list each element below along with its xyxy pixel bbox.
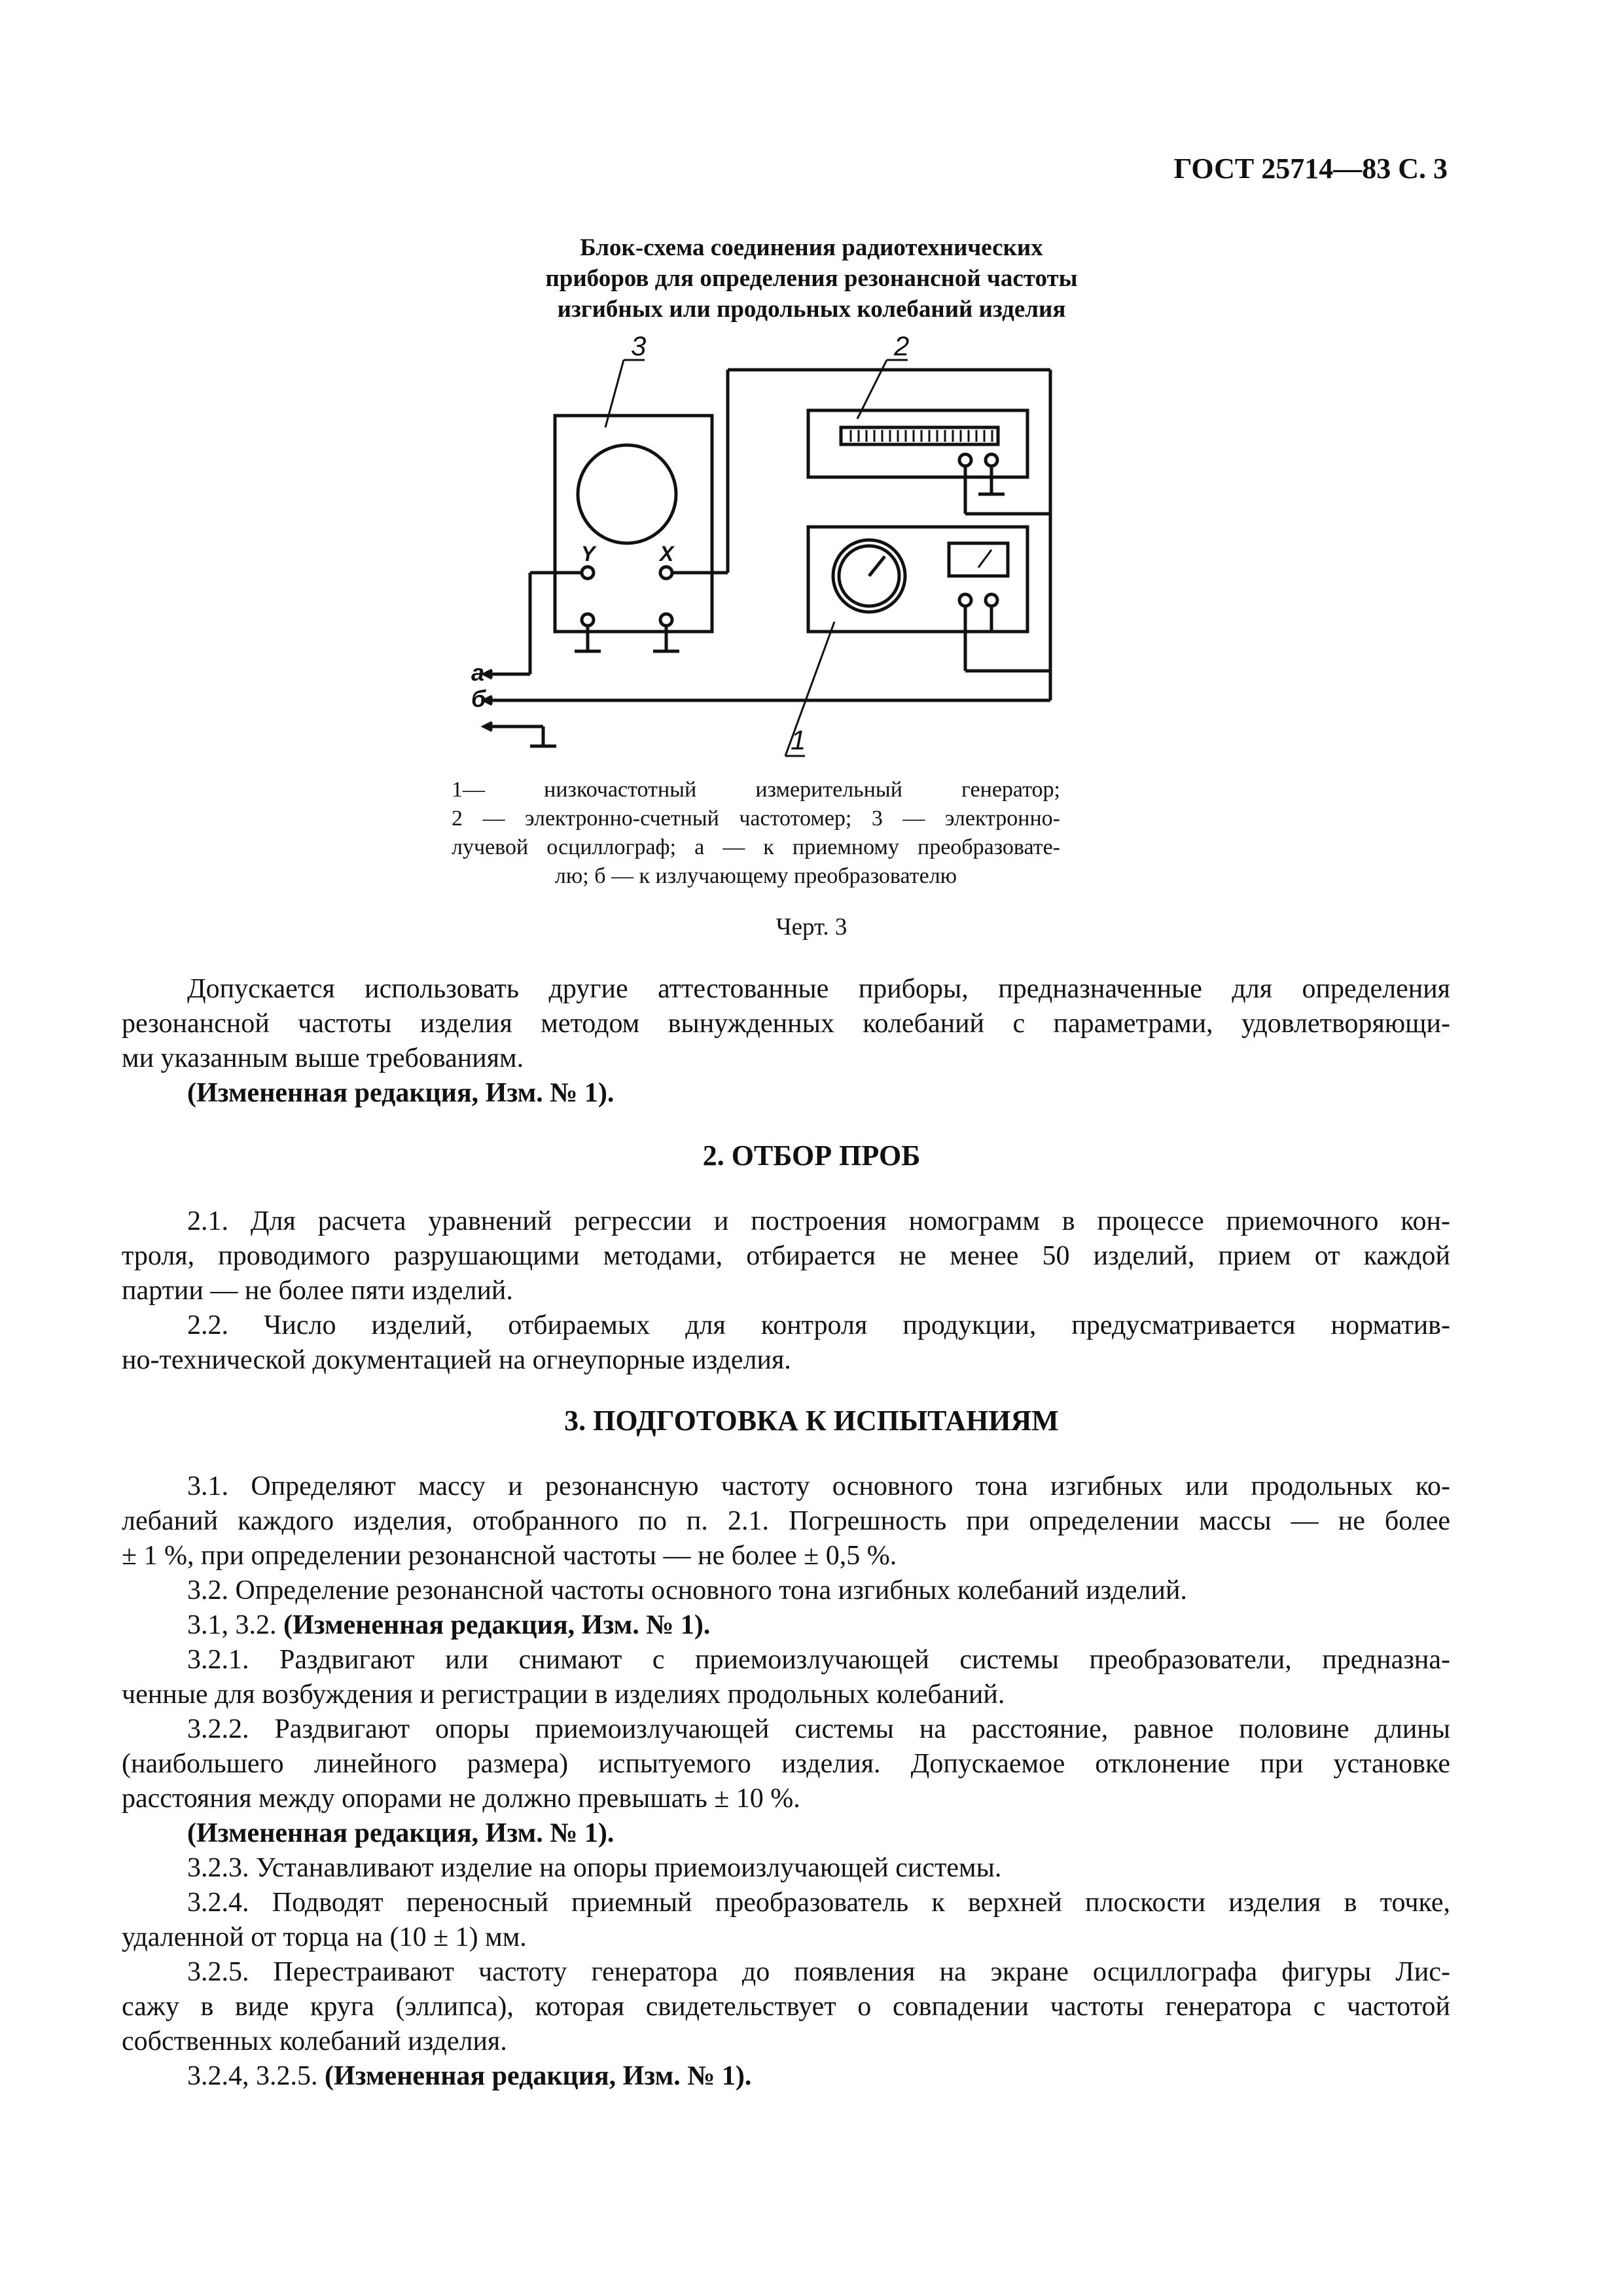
text-line: троля, проводимого разрушающими методами, отбирается не менее 50 изделий, прием от каждой: [122, 1241, 1450, 1271]
figure-title-line: Блок-схема соединения радиотехнических: [580, 234, 1043, 261]
amendment-note: (Измененная редакция, Изм. № 1).: [187, 1078, 615, 1108]
section-3-title: 3. ПОДГОТОВКА К ИСПЫТАНИЯМ: [564, 1405, 1059, 1437]
caption-line: 2 — электронно-счетный частотомер; 3 — электронно-: [452, 806, 1060, 831]
text-line: партии — не более пяти изделий.: [122, 1276, 513, 1306]
text-line: но-технической документацией на огнеупорные изделия.: [122, 1345, 791, 1375]
section-3-text: [122, 1469, 1450, 2094]
amendment-note: [122, 2059, 1450, 2094]
label-2: 2: [894, 331, 910, 361]
amendment-note: (Измененная редакция, Изм. № 1).: [187, 1818, 615, 1848]
text-line: 3.2. Определение резонансной частоты основного тона изгибных колебаний изделий.: [187, 1575, 1187, 1605]
text-line: 3.2.4. Подводят переносный приемный преобразователь к верхней плоскости изделия в точке,: [187, 1888, 1450, 1918]
text-line: ± 1 %, при определении резонансной частоты — не более ± 0,5 %.: [122, 1541, 897, 1571]
text-line: 3.2.1. Раздвигают или снимают с приемоизлучающей системы преобразователи, предназна-: [187, 1645, 1450, 1675]
text-line: 2.2. Число изделий, отбираемых для контроля продукции, предусматривается норматив-: [187, 1310, 1450, 1340]
text-line: 2.1. Для расчета уравнений регрессии и построения номограмм в процессе приемочного кон-: [187, 1206, 1450, 1236]
text-line: ми указанным выше требованиям.: [122, 1043, 524, 1073]
section-2-text: [122, 1204, 1450, 1378]
figure-label: Черт. 3: [776, 914, 847, 941]
label-1: 1: [791, 725, 806, 755]
caption-line: лучевой осциллограф; а — к приемному преобразовате-: [452, 835, 1060, 859]
figure-caption: [452, 776, 1060, 891]
text-line: 3.1. Определяют массу и резонансную частоту основного тона изгибных или продольных ко-: [187, 1471, 1450, 1501]
text-line: лебаний каждого изделия, отобранного по п. 2.1. Погрешность при определении массы — не более: [122, 1506, 1450, 1536]
amendment-note: [122, 1608, 1450, 1643]
text-line: сажу в виде круга (эллипса), которая свидетельствует о совпадении частоты генератора с частотой: [122, 1992, 1450, 2022]
caption-line: лю; б — к излучающему преобразователю: [554, 864, 957, 888]
block-diagram: [471, 331, 1073, 762]
text-line: резонансной частоты изделия методом вынужденных колебаний с параметрами, удовлетворяющи-: [122, 1009, 1450, 1039]
text-line: удаленной от торца на (10 ± 1) мм.: [122, 1922, 527, 1952]
text-line: расстояния между опорами не должно превышать ± 10 %.: [122, 1784, 800, 1814]
leader-lines: [605, 360, 908, 756]
frequency-meter: [808, 410, 1027, 514]
text-line: 3.2.2. Раздвигают опоры приемоизлучающей системы на расстояние, равное половине длины: [187, 1714, 1450, 1744]
generator: [808, 527, 1027, 671]
generator-meter: [949, 543, 1008, 576]
text-line: собственных колебаний изделия.: [122, 2026, 507, 2056]
amendment-text: (Измененная редакция, Изм. № 1).: [283, 1610, 711, 1640]
figure-title-line: приборов для определения резонансной частоты: [545, 265, 1078, 292]
label-a: а: [471, 659, 485, 686]
page-header: ГОСТ 25714—83 С. 3: [1173, 152, 1448, 185]
section-2-title: 2. ОТБОР ПРОБ: [702, 1139, 921, 1172]
caption-line: 1— низкочастотный измерительный генератор;: [452, 778, 1060, 802]
figure-title: [366, 232, 1257, 325]
amendment-text: (Измененная редакция, Изм. № 1).: [325, 2061, 752, 2091]
text-line: 3.2.3. Устанавливают изделие на опоры приемоизлучающей системы.: [187, 1853, 1002, 1883]
text-line: Допускается использовать другие аттестованные приборы, предназначенные для определения: [187, 974, 1450, 1004]
amendment-ref: 3.2.4, 3.2.5.: [187, 2061, 318, 2091]
figure-title-line: изгибных или продольных колебаний изделия: [557, 296, 1066, 323]
oscilloscope: [555, 416, 712, 651]
label-x: X: [660, 542, 674, 565]
label-3: 3: [631, 331, 647, 361]
label-b: б: [471, 685, 486, 712]
amendment-ref: 3.1, 3.2.: [187, 1610, 277, 1640]
text-line: (наибольшего линейного размера) испытуемого изделия. Допускаемое отклонение при установке: [122, 1749, 1450, 1779]
intro-paragraph: [122, 972, 1450, 1111]
text-line: 3.2.5. Перестраивают частоту генератора до появления на экране осциллографа фигуры Лис-: [187, 1957, 1450, 1987]
oscilloscope-screen: [578, 445, 676, 543]
text-line: ченные для возбуждения и регистрации в изделиях продольных колебаний.: [122, 1679, 1005, 1710]
label-y: Y: [581, 542, 596, 565]
counter-display: [841, 427, 998, 444]
